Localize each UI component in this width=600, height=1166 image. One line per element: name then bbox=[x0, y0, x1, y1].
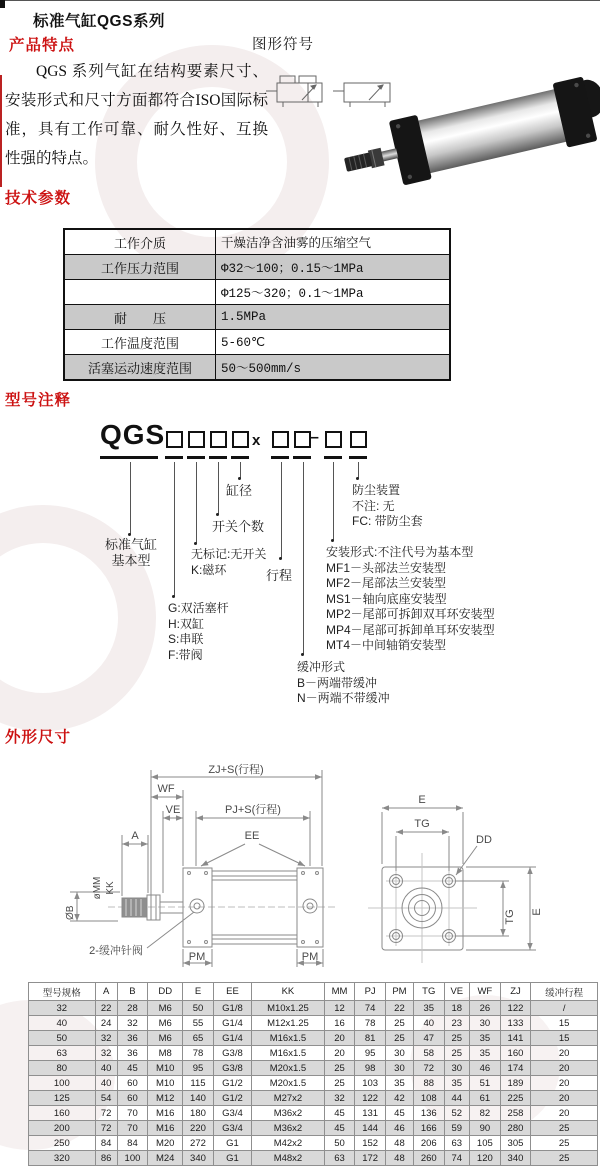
code-underline bbox=[100, 456, 158, 459]
pneumatic-symbol-cushioned bbox=[266, 76, 322, 107]
model-code-box bbox=[325, 431, 342, 448]
dim-label-tg-top: TG bbox=[414, 818, 430, 830]
connector-line bbox=[358, 462, 359, 478]
label-switch-mark bbox=[191, 547, 266, 578]
table-row: 200 72 70 M16 220 G3/4 M36x2 45 144 46 166 59 90 280 25 bbox=[29, 1121, 598, 1136]
label-variant bbox=[168, 601, 229, 663]
dim-label-e-top: E bbox=[418, 794, 426, 806]
code-underline bbox=[187, 456, 205, 459]
label-line: MT4－中间轴销安装型 bbox=[326, 638, 447, 652]
dim-label-kk: KK bbox=[105, 881, 116, 895]
label-line: MF2－尾部法兰安装型 bbox=[326, 576, 447, 590]
tech-row: 工作温度范围 5-60℃ bbox=[65, 329, 449, 354]
table-row: 100 40 60 M10 115 G1/2 M20x1.5 25 103 35 88 35 51 189 20 bbox=[29, 1076, 598, 1091]
code-underline bbox=[293, 456, 311, 459]
connector-line bbox=[196, 462, 197, 543]
model-code-box bbox=[272, 431, 289, 448]
label-stroke bbox=[266, 568, 292, 584]
dim-label-pm: PM bbox=[301, 951, 319, 963]
section-heading-tech: 技术参数 bbox=[5, 190, 72, 207]
dim-label-pj: PJ+S(行程) bbox=[225, 804, 281, 816]
dim-label-e-right: E bbox=[531, 908, 543, 916]
label-line: 缸径 bbox=[226, 483, 253, 498]
table-row: 50 32 36 M6 65 G1/4 M16x1.5 20 81 25 47 25 35 141 15 bbox=[29, 1031, 598, 1046]
section-heading-dims: 外形尺寸 bbox=[5, 729, 72, 746]
table-row: 32 22 28 M6 50 G1/8 M10x1.25 12 74 22 35 18 26 122 / bbox=[29, 1001, 598, 1016]
dim-label-pm: PM bbox=[188, 951, 206, 963]
label-line: MS1－轴向底座安装型 bbox=[326, 591, 447, 606]
model-code-box bbox=[232, 431, 249, 448]
table-row: 320 86 100 M24 340 G1 M48x2 63 172 48 260 74 120 340 25 bbox=[29, 1151, 598, 1166]
label-line: 缓冲形式 bbox=[297, 660, 346, 674]
label-line: S:串联 bbox=[168, 632, 204, 646]
code-underline bbox=[324, 456, 342, 459]
connector-line bbox=[281, 462, 282, 558]
dim-label-ee: EE bbox=[244, 830, 260, 842]
dim-label-ve: VE bbox=[165, 804, 181, 816]
tech-row: 工作压力范围 Φ32～100；0.15～1MPa bbox=[65, 254, 449, 279]
table-row: 125 54 60 M12 140 G1/2 M27x2 32 122 42 108 44 61 225 20 bbox=[29, 1091, 598, 1106]
model-code-box bbox=[210, 431, 227, 448]
section-heading-features: 产品特点 bbox=[9, 37, 76, 54]
tech-row: Φ125～320；0.1～1MPa bbox=[65, 279, 449, 304]
dim-label-wf: WF bbox=[157, 783, 175, 795]
label-line: FC: 带防尘套 bbox=[352, 514, 423, 528]
model-code-prefix: QGS bbox=[100, 419, 166, 450]
label-line: 不注: 无 bbox=[352, 498, 395, 513]
table-row: 40 24 32 M6 55 G1/4 M12x1.25 16 78 25 40 23 30 133 15 bbox=[29, 1016, 598, 1031]
dim-label-ob: ØB bbox=[65, 905, 76, 920]
table-row: 80 40 45 M10 95 G3/8 M20x1.5 25 98 30 72 30 46 174 20 bbox=[29, 1061, 598, 1076]
label-line: 标准气缸 bbox=[104, 537, 157, 552]
label-line: MP2－尾部可拆卸双耳环安装型 bbox=[326, 607, 495, 621]
model-code-times: x bbox=[252, 432, 261, 449]
features-paragraph: QGS 系列气缸在结构要素尺寸、安装形式和尺寸方面都符合ISO国际标准，具有工作可靠、耐久性好、互换性强的特点。 bbox=[5, 63, 268, 167]
label-line: K:磁环 bbox=[191, 562, 227, 577]
label-dust bbox=[352, 483, 423, 530]
model-code-box bbox=[350, 431, 367, 448]
model-code-dash: – bbox=[310, 429, 319, 446]
label-line: F:带阀 bbox=[168, 647, 203, 662]
connector-line bbox=[174, 462, 175, 596]
section-heading-model: 型号注释 bbox=[5, 392, 72, 409]
side-view bbox=[70, 770, 338, 967]
section-heading-symbol: 图形符号 bbox=[252, 37, 314, 53]
code-underline bbox=[165, 456, 183, 459]
table-row: 160 72 70 M16 180 G3/4 M36x2 45 131 45 136 52 82 258 20 bbox=[29, 1106, 598, 1121]
label-switch-count bbox=[212, 519, 264, 535]
code-underline bbox=[209, 456, 227, 459]
label-line: B－两端带缓冲 bbox=[297, 675, 378, 690]
page-title: 标准气缸QGS系列 bbox=[33, 13, 165, 30]
connector-line bbox=[130, 462, 131, 534]
dim-label-dd: DD bbox=[476, 834, 492, 846]
connector-line bbox=[240, 462, 241, 478]
tech-table bbox=[63, 228, 451, 381]
label-line: 防尘装置 bbox=[352, 483, 401, 497]
label-line: 安装形式:不注代号为基本型 bbox=[326, 545, 474, 559]
cushion-valve-note: 2-缓冲针阀 bbox=[89, 945, 143, 957]
tech-row: 活塞运动速度范围 50～500mm/s bbox=[65, 354, 449, 379]
end-view bbox=[368, 808, 536, 963]
table-row: 63 32 36 M8 78 G3/8 M16x1.5 20 95 30 58 25 35 160 20 bbox=[29, 1046, 598, 1061]
connector-line bbox=[218, 462, 219, 514]
label-mount bbox=[326, 545, 495, 654]
connector-line bbox=[303, 462, 304, 654]
label-line: MF1－头部法兰安装型 bbox=[326, 560, 447, 575]
dimension-drawing bbox=[0, 740, 600, 980]
tech-row: 工作介质 干燥洁净含油雾的压缩空气 bbox=[65, 230, 449, 254]
code-underline bbox=[349, 456, 367, 459]
label-bore bbox=[226, 483, 252, 499]
code-underline bbox=[231, 456, 249, 459]
label-base-type bbox=[98, 537, 164, 568]
dimension-table bbox=[28, 982, 598, 1166]
label-line: G:双活塞杆 bbox=[168, 601, 229, 615]
label-line: 基本型 bbox=[111, 552, 151, 568]
dim-label-a: A bbox=[131, 830, 139, 842]
code-underline bbox=[271, 456, 289, 459]
corner-mark bbox=[0, 0, 5, 8]
model-code-box bbox=[166, 431, 183, 448]
top-border-line bbox=[0, 0, 600, 1]
dim-label-zj: ZJ+S(行程) bbox=[208, 764, 264, 776]
label-line: 无标记:无开关 bbox=[191, 547, 267, 561]
dim-label-tg-right: TG bbox=[504, 909, 516, 925]
dim-label-omm: øMM bbox=[92, 876, 103, 900]
tech-row: 耐 压 1.5MPa bbox=[65, 304, 449, 329]
cylinder-photo bbox=[350, 52, 600, 197]
label-cushion bbox=[297, 660, 390, 707]
left-red-strip bbox=[0, 75, 2, 187]
label-line: 行程 bbox=[266, 568, 293, 583]
table-row: 250 84 84 M20 272 G1 M42x2 50 152 48 206 63 105 305 25 bbox=[29, 1136, 598, 1151]
table-header-row: 型号规格 A B DD E EE KK MM PJ PM TG VE WF ZJ 缓冲行程 bbox=[29, 983, 598, 1001]
model-code-box bbox=[294, 431, 311, 448]
label-line: 开关个数 bbox=[212, 519, 265, 534]
model-code-box bbox=[188, 431, 205, 448]
label-line: H:双缸 bbox=[168, 616, 205, 631]
label-line: MP4－尾部可拆卸单耳环安装型 bbox=[326, 622, 495, 637]
label-line: N－两端不带缓冲 bbox=[297, 691, 390, 705]
connector-line bbox=[333, 462, 334, 540]
